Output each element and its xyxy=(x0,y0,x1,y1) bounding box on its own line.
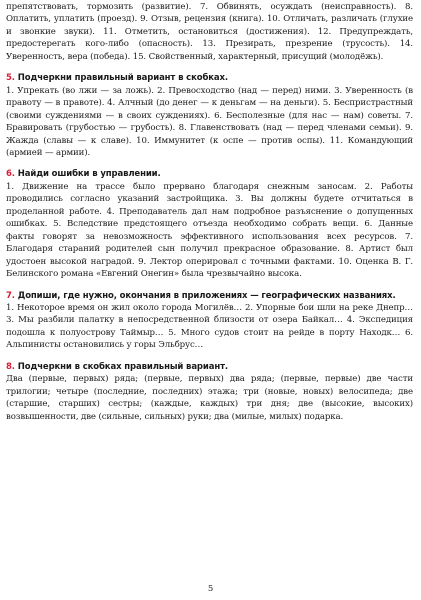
task-heading-text: Подчеркни в скобках правильный вариант. xyxy=(17,361,229,372)
task-heading xyxy=(6,290,413,302)
task-heading-text: Допиши, где нужно, окончания в приложениях — географических названиях. xyxy=(17,290,396,301)
task-heading-text: Подчеркни правильный вариант в скобках. xyxy=(17,73,229,84)
task-body: 1. Некоторое время он жил около города Могилёв… 2. Упорные бои шли на реке Днепр… 3. Мы разбили палатку в непосредственной близости от озера Байкал… 4. Экспедиция подошла к полуострову Таймыр… 5. Много судов стоит на рейде в порту Находк… 6. Альпинисты остановились у горы Эльбрус… xyxy=(6,302,413,351)
task-7 xyxy=(6,290,413,352)
task-heading xyxy=(6,361,413,373)
task-heading xyxy=(6,72,413,84)
task-heading xyxy=(6,168,413,180)
task-8 xyxy=(6,361,413,423)
task-heading-text: Найди ошибки в управлении. xyxy=(17,169,161,180)
task-number: 6. xyxy=(6,169,15,180)
task-number: 7. xyxy=(6,290,15,301)
task-number: 8. xyxy=(6,361,15,372)
task-6 xyxy=(6,168,413,280)
intro-paragraph: препятствовать, тормозить (развитие). 7. Обвинять, осуждать (неисправность). 8. Оплатить, уплатить (проезд). 9. Отзыв, рецензия (книга). 10. Отличать, различать (глухие и звонкие звуки). 11. Отметить, остановиться (достижения). 12. Предупреждать, предостерегать кого-либо (опасность). 13. Презирать, презрение (трусость). 14. Уверенность, вера (победа). 15. Свойственный, характерный, присущий (молодёжь). xyxy=(6,2,413,62)
page-number: 5 xyxy=(207,584,214,594)
task-body: 1. Упрекать (во лжи — за ложь). 2. Превосходство (над — перед) ними. 3. Уверенность (в правоту — в правоте). 4. Алчный (до денег — к деньгам — на деньги). 5. Беспристрастный (своими суждениями — в своих суждениях). 6. Бесполезные (для нас — нам) советы. 7. Бравировать (грубостью — грубость). 8. Главенствовать (над — перед членами семьи). 9. Жажда (славы — к славе). 10. Иммунитет (к оспе — против оспы). 11. Командующий (армией — армии). xyxy=(6,85,413,158)
task-body: Два (первые, первых) ряда; (первые, первых) два ряда; (первые, первые) две части трилогии; четыре (последние, последних) этажа; три (новые, новых) велосипеда; две (старшие, старших) сестры; (каждые, каждых) три дня; две (высокие, высоких) возвышенности, две (сильные, сильных) руки; два (милые, милых) подарка. xyxy=(6,374,413,422)
task-5 xyxy=(6,72,413,159)
task-number: 5. xyxy=(6,73,15,84)
task-body: 1. Движение на трассе было прервано благодаря снежным заносам. 2. Работы проводились согласно указаний застройщика. 3. Вы должны будете отчитаться в проделанной работе. 4. Преподаватель дал нам подробное разъяснение о допущенных ошибках. 5. Вследствие предстоящего отъезда необходимо собрать вещи. 6. Данные факты говорят за невозможность эффективного использования всех ресурсов. 7. Благодаря стараний родителей сын получил прекрасное образование. 8. Артист был удостоен высокой наградой. 9. Лектор оперировал с точными фактами. 10. Оценка В. Г. Белинского романа «Евгений Онегин» была чрезвычайно высока. xyxy=(6,181,413,280)
